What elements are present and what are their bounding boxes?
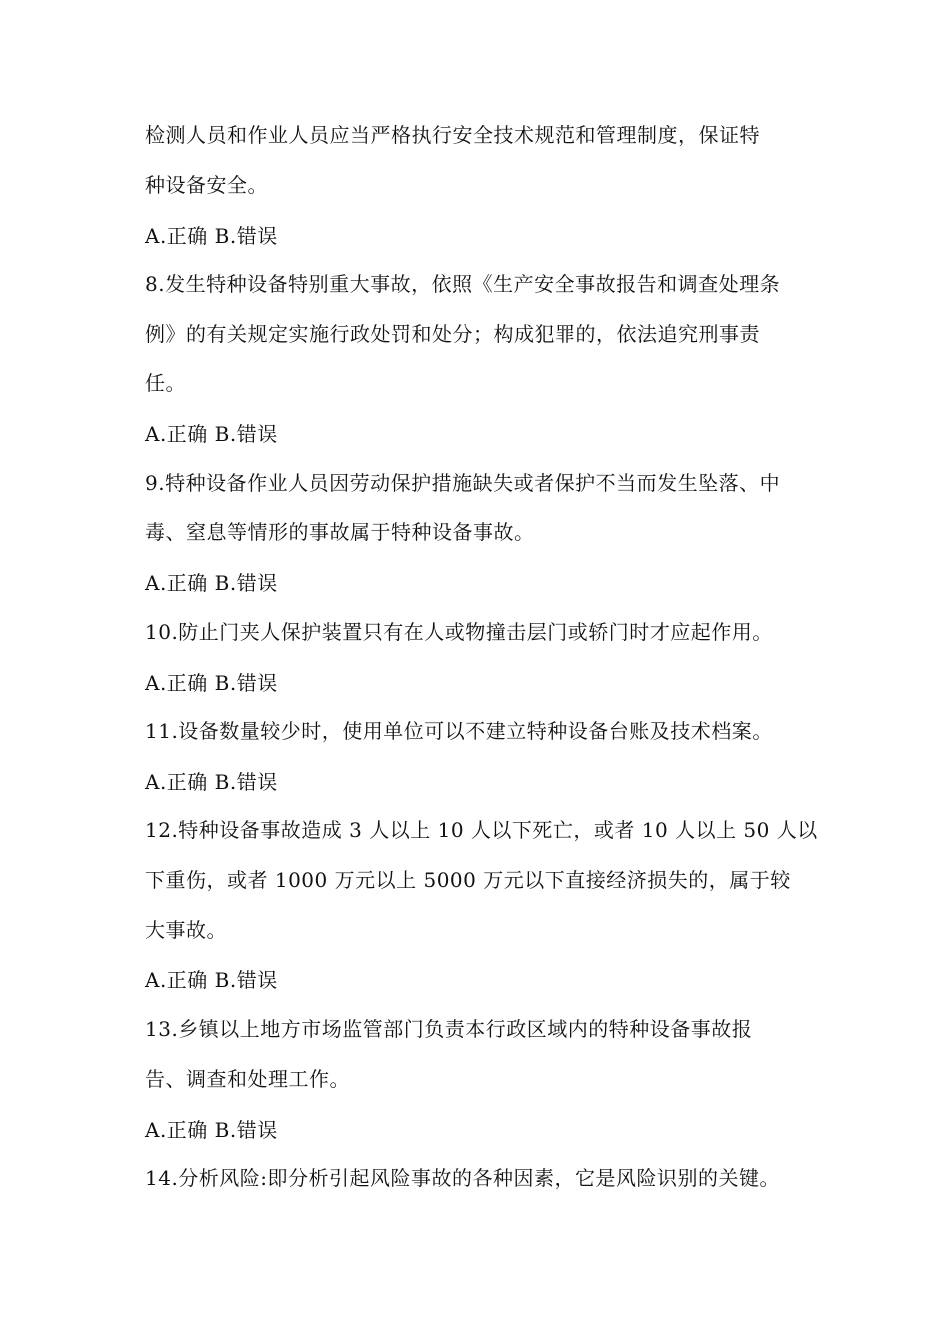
question-12-text-line-1: 12.特种设备事故造成 3 人以上 10 人以下死亡，或者 10 人以上 50 人以	[145, 818, 818, 842]
question-13-text-line-2: 告、调查和处理工作。	[145, 1067, 350, 1091]
question-11-options: A.正确 B.错误	[145, 770, 278, 794]
question-8-options: A.正确 B.错误	[145, 422, 278, 446]
question-14-text: 14.分析风险:即分析引起风险事故的各种因素，它是风险识别的关键。	[145, 1166, 781, 1190]
question-10-text: 10.防止门夹人保护装置只有在人或物撞击层门或轿门时才应起作用。	[145, 620, 773, 644]
question-7-text-line-2: 种设备安全。	[145, 173, 268, 197]
question-7-options: A.正确 B.错误	[145, 224, 278, 248]
question-12-text-line-2: 下重伤，或者 1000 万元以上 5000 万元以下直接经济损失的，属于较	[145, 868, 791, 892]
question-8-text-line-3: 任。	[145, 371, 186, 395]
question-12-text-line-3: 大事故。	[145, 918, 227, 942]
question-13-options: A.正确 B.错误	[145, 1118, 278, 1142]
question-8-text-line-2: 例》的有关规定实施行政处罚和处分；构成犯罪的，依法追究刑事责	[145, 322, 760, 346]
question-13-text-line-1: 13.乡镇以上地方市场监管部门负责本行政区域内的特种设备事故报	[145, 1017, 753, 1041]
question-9-text-line-1: 9.特种设备作业人员因劳动保护措施缺失或者保护不当而发生坠落、中	[145, 471, 781, 495]
question-10-options: A.正确 B.错误	[145, 671, 278, 695]
question-9-text-line-2: 毒、窒息等情形的事故属于特种设备事故。	[145, 520, 535, 544]
question-12-options: A.正确 B.错误	[145, 968, 278, 992]
question-8-text-line-1: 8.发生特种设备特别重大事故，依照《生产安全事故报告和调查处理条	[145, 272, 781, 296]
question-9-options: A.正确 B.错误	[145, 571, 278, 595]
question-7-text-line-1: 检测人员和作业人员应当严格执行安全技术规范和管理制度，保证特	[145, 123, 760, 147]
question-11-text: 11.设备数量较少时，使用单位可以不建立特种设备台账及技术档案。	[145, 719, 773, 743]
